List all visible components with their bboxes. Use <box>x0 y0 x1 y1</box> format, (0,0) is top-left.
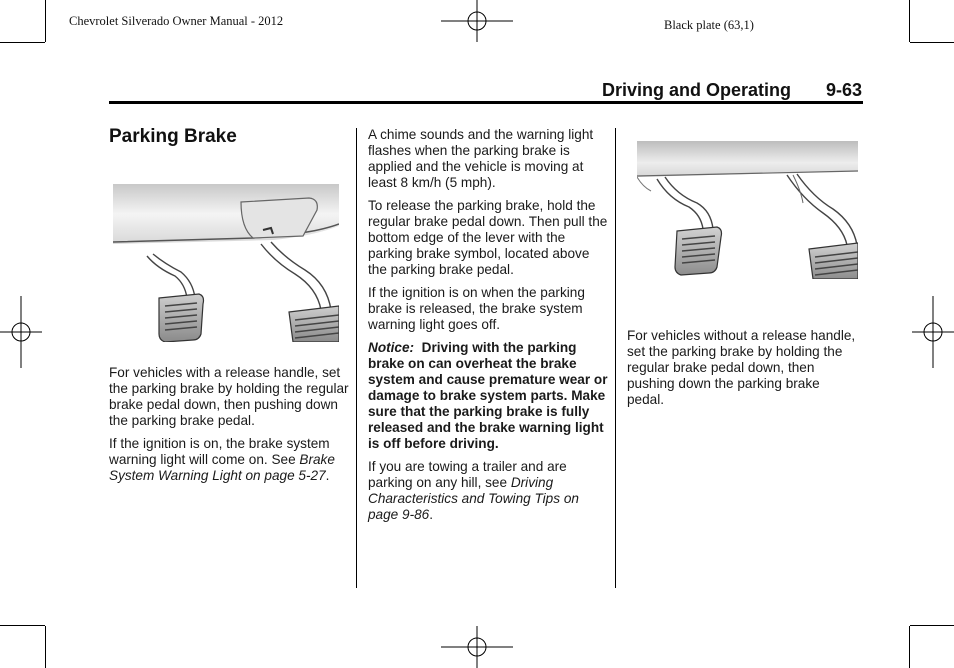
parking-brake-pedal-illustration <box>637 141 858 279</box>
cross-reference-link[interactable]: Driving Characteristics and Towing Tips on page 9-86 <box>368 475 579 522</box>
paragraph: To release the parking brake, hold the regular brake pedal down. Then pull the bottom edge of the lever with the parking brake symbol, located above the parking brake pedal. <box>368 198 608 277</box>
registration-mark-bottom <box>441 626 513 668</box>
registration-mark-right <box>912 296 954 368</box>
column-2 <box>368 127 608 530</box>
column-3 <box>627 328 859 415</box>
paragraph: If the ignition is on when the parking brake is released, the brake system warning light goes off. <box>368 285 585 332</box>
header-rule <box>109 101 863 104</box>
paragraph: For vehicles without a release handle, set the parking brake by holding the regular brake pedal down, then pushing down the parking brake pedal. <box>627 328 856 407</box>
paragraph: A chime sounds and the warning light flashes when the parking brake is applied and the vehicle is moving at least 8 km/h (5 mph). <box>368 127 594 190</box>
column-divider <box>615 128 616 588</box>
notice-text: Driving with the parking brake on can overheat the brake system and cause premature wear or damage to brake system parts. Make sure that the parking brake is fully released and the brake warning light is off before driving. <box>368 340 608 451</box>
notice-label: Notice: <box>368 340 415 355</box>
section-title: Driving and Operating <box>602 80 792 100</box>
page-title: Parking Brake <box>109 126 237 147</box>
cross-reference-link[interactable]: Brake System Warning Light on page 5-27 <box>109 452 335 483</box>
page-number: 9-63 <box>826 80 863 100</box>
paragraph: If you are towing a trailer and are parking on any hill, see Driving Characteristics and Towing Tips on page 9-86. <box>368 459 579 522</box>
notice <box>368 340 608 452</box>
plate-label: Black plate (63,1) <box>664 18 754 32</box>
paragraph: For vehicles with a release handle, set the parking brake by holding the regular brake pedal down, then pushing down the parking brake pedal. <box>109 365 349 428</box>
column-divider <box>356 128 357 588</box>
manual-title: Chevrolet Silverado Owner Manual - 2012 <box>69 14 284 28</box>
parking-brake-release-handle-illustration <box>113 184 339 342</box>
paragraph: If the ignition is on, the brake system warning light will come on. See Brake System Warning Light on page 5-27. <box>109 436 335 483</box>
column-1 <box>109 365 349 491</box>
registration-mark-left <box>0 296 42 368</box>
registration-mark-top <box>441 0 513 42</box>
